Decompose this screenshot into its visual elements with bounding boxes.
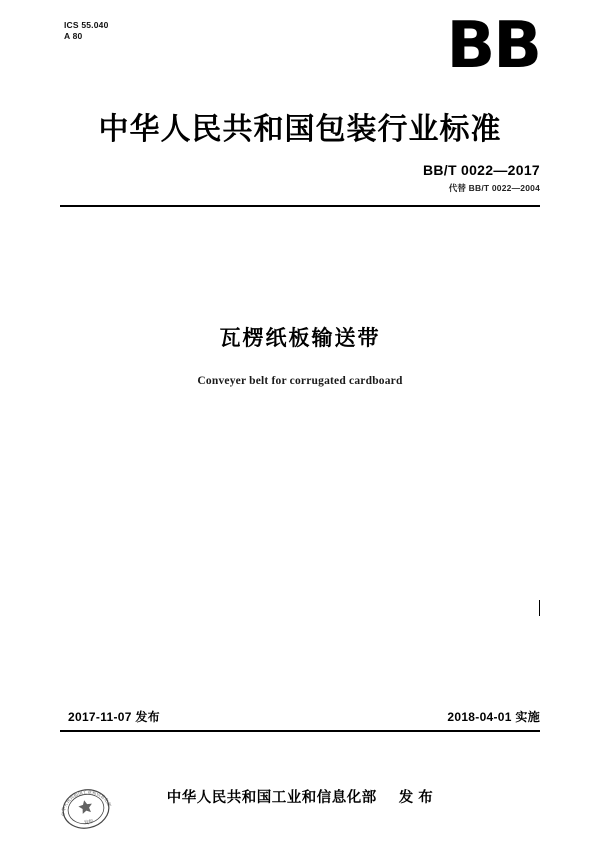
ccs-number: A 80 [64, 31, 83, 42]
document-title-english: Conveyer belt for corrugated cardboard [197, 375, 403, 387]
divider-bottom [60, 730, 540, 732]
official-seal-icon [58, 784, 114, 832]
divider-top [60, 205, 540, 207]
effective-date: 2018-04-01 实施 [447, 710, 540, 724]
bb-logo: BB [446, 9, 540, 83]
svg-text:发布: 发布 [83, 818, 95, 827]
ics-classification-block [64, 20, 109, 43]
issuer-name: 中华人民共和国工业和信息化部 [166, 790, 377, 806]
page-margin-tick [539, 600, 540, 616]
issuer-action: 发 布 [398, 790, 434, 806]
svg-text:中华人民共和国工业和信息化部: 中华人民共和国工业和信息化部 [60, 789, 112, 817]
document-title-chinese: 瓦楞纸板输送带 [219, 327, 381, 350]
standard-series-title: 中华人民共和国包装行业标准 [98, 113, 502, 146]
issue-date: 2017-11-07 发布 [68, 710, 160, 724]
ics-number: ICS 55.040 [64, 20, 109, 30]
standard-number: BB/T 0022—2017 [422, 162, 540, 178]
replaces-note: 代替 BB/T 0022—2004 [448, 183, 540, 193]
